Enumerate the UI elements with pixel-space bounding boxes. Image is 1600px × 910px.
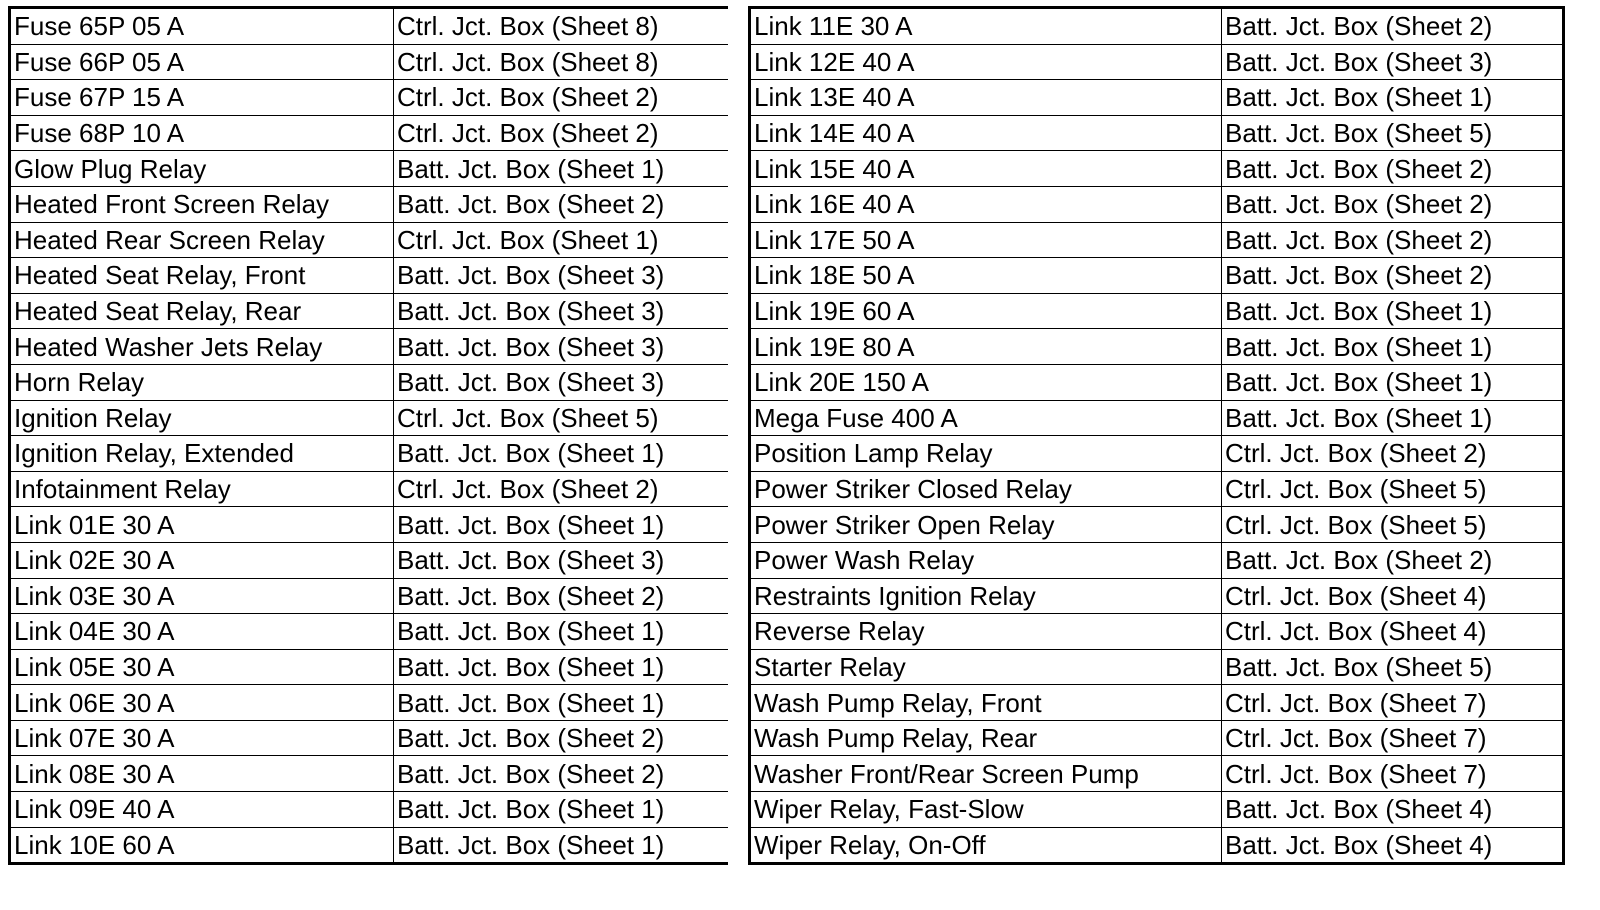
table-row — [750, 578, 1564, 614]
table-row — [750, 8, 1564, 45]
location-cell: Ctrl. Jct. Box (Sheet 8) — [394, 44, 730, 80]
location-cell: Ctrl. Jct. Box (Sheet 8) — [394, 8, 730, 45]
component-name-cell: Link 19E 80 A — [750, 329, 1222, 365]
table-row — [10, 364, 730, 400]
component-name-cell: Heated Seat Relay, Rear — [10, 293, 394, 329]
table-row — [10, 614, 730, 650]
component-name-cell: Power Striker Closed Relay — [750, 471, 1222, 507]
component-name-cell: Link 05E 30 A — [10, 649, 394, 685]
location-cell: Batt. Jct. Box (Sheet 5) — [1222, 115, 1564, 151]
table-row — [10, 329, 730, 365]
location-cell: Ctrl. Jct. Box (Sheet 4) — [1222, 614, 1564, 650]
component-name-cell: Heated Washer Jets Relay — [10, 329, 394, 365]
location-cell: Batt. Jct. Box (Sheet 1) — [394, 685, 730, 721]
table-row — [750, 507, 1564, 543]
table-row — [10, 293, 730, 329]
component-name-cell: Fuse 65P 05 A — [10, 8, 394, 45]
location-cell: Batt. Jct. Box (Sheet 3) — [1222, 44, 1564, 80]
location-cell: Batt. Jct. Box (Sheet 4) — [1222, 827, 1564, 864]
table-body-right — [750, 8, 1564, 864]
table-row — [10, 542, 730, 578]
component-name-cell: Ignition Relay, Extended — [10, 436, 394, 472]
table-row — [750, 151, 1564, 187]
component-name-cell: Power Wash Relay — [750, 542, 1222, 578]
component-name-cell: Wash Pump Relay, Rear — [750, 720, 1222, 756]
location-cell: Batt. Jct. Box (Sheet 1) — [394, 827, 730, 864]
component-name-cell: Link 04E 30 A — [10, 614, 394, 650]
component-location-table-left — [8, 6, 731, 865]
table-row — [10, 720, 730, 756]
component-name-cell: Link 03E 30 A — [10, 578, 394, 614]
component-name-cell: Link 07E 30 A — [10, 720, 394, 756]
table-row — [10, 44, 730, 80]
component-name-cell: Link 18E 50 A — [750, 258, 1222, 294]
location-cell: Batt. Jct. Box (Sheet 1) — [394, 614, 730, 650]
table-row — [750, 44, 1564, 80]
component-name-cell: Link 19E 60 A — [750, 293, 1222, 329]
location-cell: Batt. Jct. Box (Sheet 1) — [394, 436, 730, 472]
component-name-cell: Link 01E 30 A — [10, 507, 394, 543]
component-location-table-right — [748, 6, 1565, 865]
location-cell: Batt. Jct. Box (Sheet 2) — [1222, 258, 1564, 294]
table-row — [750, 614, 1564, 650]
location-cell: Ctrl. Jct. Box (Sheet 7) — [1222, 685, 1564, 721]
table-row — [750, 471, 1564, 507]
table-row — [10, 471, 730, 507]
location-cell: Ctrl. Jct. Box (Sheet 5) — [394, 400, 730, 436]
location-cell: Batt. Jct. Box (Sheet 3) — [394, 364, 730, 400]
component-name-cell: Link 09E 40 A — [10, 792, 394, 828]
location-cell: Batt. Jct. Box (Sheet 1) — [1222, 400, 1564, 436]
component-name-cell: Heated Seat Relay, Front — [10, 258, 394, 294]
table-row — [750, 115, 1564, 151]
component-name-cell: Reverse Relay — [750, 614, 1222, 650]
location-cell: Batt. Jct. Box (Sheet 3) — [394, 329, 730, 365]
location-cell: Batt. Jct. Box (Sheet 2) — [394, 720, 730, 756]
table-row — [10, 8, 730, 45]
table-row — [10, 222, 730, 258]
location-cell: Batt. Jct. Box (Sheet 1) — [394, 792, 730, 828]
component-name-cell: Fuse 68P 10 A — [10, 115, 394, 151]
component-name-cell: Link 14E 40 A — [750, 115, 1222, 151]
table-row — [750, 329, 1564, 365]
location-cell: Ctrl. Jct. Box (Sheet 2) — [394, 471, 730, 507]
location-cell: Batt. Jct. Box (Sheet 2) — [1222, 542, 1564, 578]
table-row — [10, 685, 730, 721]
location-cell: Batt. Jct. Box (Sheet 2) — [1222, 151, 1564, 187]
component-name-cell: Restraints Ignition Relay — [750, 578, 1222, 614]
component-name-cell: Link 20E 150 A — [750, 364, 1222, 400]
table-row — [750, 756, 1564, 792]
location-cell: Batt. Jct. Box (Sheet 1) — [1222, 80, 1564, 116]
component-name-cell: Horn Relay — [10, 364, 394, 400]
table-row — [10, 578, 730, 614]
table-row — [10, 649, 730, 685]
table-row — [10, 827, 730, 864]
component-name-cell: Wiper Relay, Fast-Slow — [750, 792, 1222, 828]
table-row — [750, 685, 1564, 721]
component-name-cell: Fuse 67P 15 A — [10, 80, 394, 116]
component-name-cell: Fuse 66P 05 A — [10, 44, 394, 80]
location-cell: Batt. Jct. Box (Sheet 3) — [394, 293, 730, 329]
component-name-cell: Link 17E 50 A — [750, 222, 1222, 258]
column-gap — [728, 6, 748, 884]
table-row — [10, 258, 730, 294]
component-name-cell: Glow Plug Relay — [10, 151, 394, 187]
location-cell: Batt. Jct. Box (Sheet 2) — [1222, 8, 1564, 45]
location-cell: Batt. Jct. Box (Sheet 4) — [1222, 792, 1564, 828]
table-row — [10, 436, 730, 472]
table-row — [750, 293, 1564, 329]
component-name-cell: Link 06E 30 A — [10, 685, 394, 721]
location-cell: Batt. Jct. Box (Sheet 2) — [394, 578, 730, 614]
table-row — [750, 649, 1564, 685]
location-cell: Batt. Jct. Box (Sheet 2) — [394, 756, 730, 792]
table-row — [10, 80, 730, 116]
component-name-cell: Heated Front Screen Relay — [10, 186, 394, 222]
table-row — [750, 186, 1564, 222]
component-name-cell: Wash Pump Relay, Front — [750, 685, 1222, 721]
location-cell: Batt. Jct. Box (Sheet 2) — [1222, 222, 1564, 258]
component-name-cell: Link 10E 60 A — [10, 827, 394, 864]
component-name-cell: Link 11E 30 A — [750, 8, 1222, 45]
location-cell: Ctrl. Jct. Box (Sheet 5) — [1222, 507, 1564, 543]
table-row — [750, 792, 1564, 828]
location-cell: Batt. Jct. Box (Sheet 1) — [394, 151, 730, 187]
component-name-cell: Mega Fuse 400 A — [750, 400, 1222, 436]
component-name-cell: Ignition Relay — [10, 400, 394, 436]
location-cell: Batt. Jct. Box (Sheet 1) — [1222, 329, 1564, 365]
table-row — [750, 827, 1564, 864]
table-body-left — [10, 8, 730, 864]
location-cell: Batt. Jct. Box (Sheet 2) — [394, 186, 730, 222]
location-cell: Batt. Jct. Box (Sheet 1) — [1222, 364, 1564, 400]
table-row — [750, 400, 1564, 436]
table-row — [750, 364, 1564, 400]
table-row — [10, 400, 730, 436]
component-name-cell: Position Lamp Relay — [750, 436, 1222, 472]
location-cell: Batt. Jct. Box (Sheet 1) — [1222, 293, 1564, 329]
component-name-cell: Link 15E 40 A — [750, 151, 1222, 187]
table-row — [10, 151, 730, 187]
location-cell: Ctrl. Jct. Box (Sheet 1) — [394, 222, 730, 258]
table-row — [750, 542, 1564, 578]
location-cell: Batt. Jct. Box (Sheet 3) — [394, 542, 730, 578]
location-cell: Batt. Jct. Box (Sheet 1) — [394, 649, 730, 685]
table-row — [750, 436, 1564, 472]
table-row — [750, 258, 1564, 294]
table-row — [750, 720, 1564, 756]
table-row — [10, 507, 730, 543]
location-cell: Batt. Jct. Box (Sheet 5) — [1222, 649, 1564, 685]
table-row — [10, 186, 730, 222]
location-cell: Batt. Jct. Box (Sheet 2) — [1222, 186, 1564, 222]
table-row — [750, 222, 1564, 258]
table-row — [750, 80, 1564, 116]
table-row — [10, 792, 730, 828]
component-name-cell: Starter Relay — [750, 649, 1222, 685]
location-cell: Ctrl. Jct. Box (Sheet 2) — [394, 80, 730, 116]
location-cell: Batt. Jct. Box (Sheet 1) — [394, 507, 730, 543]
component-name-cell: Heated Rear Screen Relay — [10, 222, 394, 258]
location-cell: Ctrl. Jct. Box (Sheet 7) — [1222, 720, 1564, 756]
location-cell: Ctrl. Jct. Box (Sheet 4) — [1222, 578, 1564, 614]
component-name-cell: Link 13E 40 A — [750, 80, 1222, 116]
location-cell: Ctrl. Jct. Box (Sheet 2) — [394, 115, 730, 151]
table-row — [10, 756, 730, 792]
component-name-cell: Link 16E 40 A — [750, 186, 1222, 222]
location-cell: Batt. Jct. Box (Sheet 3) — [394, 258, 730, 294]
location-cell: Ctrl. Jct. Box (Sheet 5) — [1222, 471, 1564, 507]
component-name-cell: Infotainment Relay — [10, 471, 394, 507]
component-name-cell: Washer Front/Rear Screen Pump — [750, 756, 1222, 792]
component-name-cell: Wiper Relay, On-Off — [750, 827, 1222, 864]
location-cell: Ctrl. Jct. Box (Sheet 7) — [1222, 756, 1564, 792]
component-name-cell: Link 02E 30 A — [10, 542, 394, 578]
component-name-cell: Link 08E 30 A — [10, 756, 394, 792]
location-cell: Ctrl. Jct. Box (Sheet 2) — [1222, 436, 1564, 472]
table-row — [10, 115, 730, 151]
component-name-cell: Link 12E 40 A — [750, 44, 1222, 80]
component-name-cell: Power Striker Open Relay — [750, 507, 1222, 543]
